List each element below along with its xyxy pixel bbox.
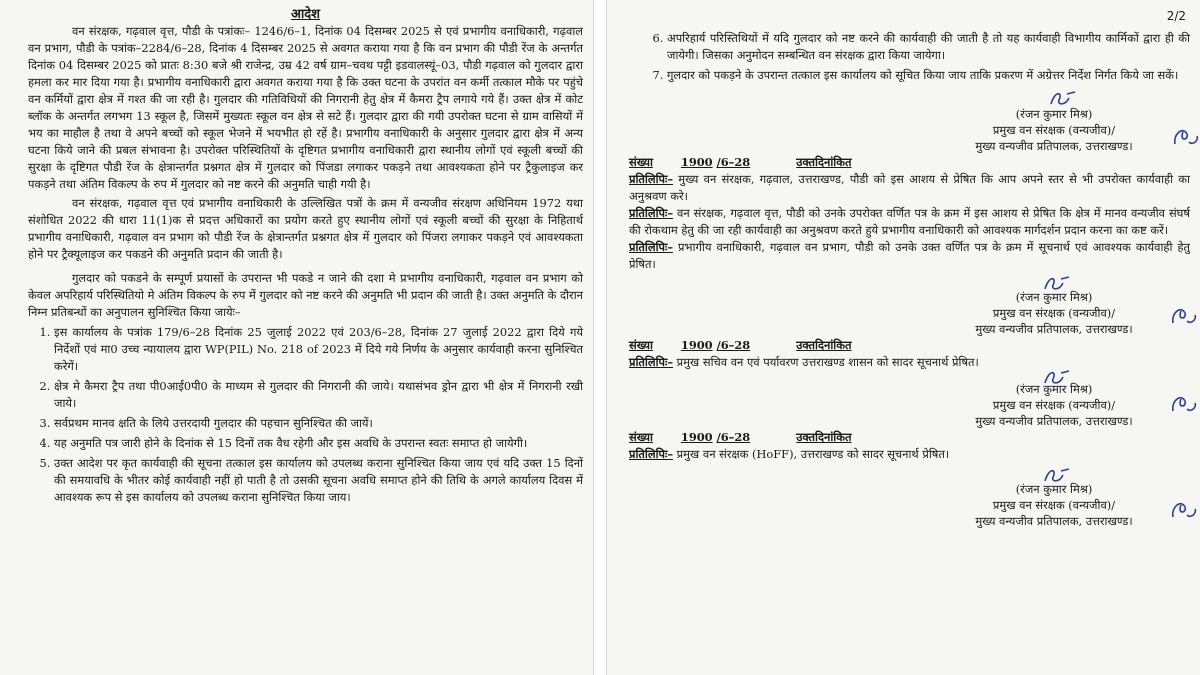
copy-text: प्रमुख वन संरक्षक (HoFF), उत्तराखण्ड को सादर सूचनार्थ प्रेषित।	[676, 447, 950, 461]
signatory-name: (रंजन कुमार मिश्र)	[1015, 107, 1093, 121]
copy-label: प्रतिलिपिः–	[629, 172, 674, 186]
copy-text: मुख्य वन संरक्षक, गढ़वाल, उत्तराखण्ड, पौडी को इस आशय से प्रेषित कि आप अपने स्तर से भी उपरोक्त कार्यवाही का अनुश्रवण करे।	[629, 172, 1191, 203]
intro-paragraph: वन संरक्षक, गढ़वाल वृत्त, पौडी के पत्रांकः– 1246/6–1, दिनांक 04 दिसम्बर 2025 से एवं प्रभागीय वनाधिकारी, गढ़वाल वन प्रभाग, पौडी के पत्रांक–2284/6–28, दिनांक 4 दिसम्बर 2025 से अवगत कराया गया है कि वन प्रभाग की पौडी रेंज के अन्तर्गत दिनांक 04 दिसम्बर 2025 को प्रातः 8:30 बजे श्री राजेन्द्र, उम्र 42 वर्ष ग्राम–चवथ पट्टी इडवालस्यूं–03, पौडी गढ़वाल को गुलदार द्वारा हमला कर मार दिया गया है। प्रभागीय वनाधिकारी द्वारा अवगत कराया गया है कि उक्त घटना के उपरांत वन कर्मी तत्काल मौके पर पहुंचे वन कर्मियों द्वारा क्षेत्र में गश्त की जा रही है। गुलदार की गतिविधियों की निगरानी हेतु क्षेत्र में कैमरा ट्रैप लगाये गये हैं। उक्त क्षेत्र में कोट ब्लॉक के अन्तर्गत लगभग 13 स्कूल है, जिसमें मुख्यतः स्कूल वन क्षेत्र से सटे हैं। गुलदार द्वारा की गयी उपरोक्त घटना से ग्राम वासियों में भय का माहौल है तथा वे अपने बच्चों को स्कूल भेजने में भयभीत हो रहें है। प्रभागीय वनाधिकारी के अनुसार गुलदार द्वारा क्षेत्र में अन्य घटना किये जाने की प्रबल संभावना है। उपरोक्त परिस्थितियों के दृष्टिगत प्रभागीय वनाधिकारी द्वारा स्थानीय लोगों एवं स्कूली बच्चों की सुरक्षा के दृष्टिगत पौडी रेंज के क्षेत्रान्तर्गत प्रश्नगत क्षेत्र में गुलदार को पिंजडा लगाकर पकड़ने तथा आवश्यकता होने पर ट्रैकुलाइज कर पकड़ने तथा अंतिम विकल्प के रुप में गुलदार को नष्ट करने की अनुमति चाही गयी है।	[28, 24, 583, 191]
copy-entry	[629, 239, 1190, 273]
signature-mark	[1041, 273, 1073, 297]
signatory-name: (रंजन कुमार मिश्र)	[1015, 482, 1093, 496]
condition-item: 7. गुलदार को पकड़ने के उपरान्त तत्काल इस कार्यालय को सूचित किया जाय ताकि प्रकरण में अग्रेत्तर निर्देश निर्गत किये जा सकें।	[667, 67, 1190, 84]
reference-line	[629, 337, 1190, 354]
copy-text: प्रभागीय वनाधिकारी, गढ़वाल वन प्रभाग, पौडी को उनके उक्त वर्णित पत्र के क्रम में सूचनार्थ एवं आवश्यक कार्यवाही हेतु प्रेषित।	[629, 240, 1190, 271]
condition-item: 6. अपरिहार्य परिस्तिथियों में यदि गुलदार को नष्ट करने की कार्यवाही की जाती है तो यह कार्यवाही विभागीय कार्मिकों द्वारा ही की जायेगी। जिसका अनुमोदन सम्बन्धित वन संरक्षक द्वारा किया जायेगा।	[667, 30, 1190, 64]
reference-line	[629, 154, 1190, 171]
reference-label: संख्या	[629, 430, 653, 444]
signature-block	[929, 102, 1179, 154]
signatory-designation: प्रमुख वन संरक्षक (वन्यजीव)/	[992, 123, 1116, 137]
reference-line	[629, 429, 1190, 446]
signature-mark	[1041, 465, 1073, 489]
copy-entry	[629, 354, 1190, 371]
signature-mark	[1041, 367, 1073, 391]
signature-block	[929, 477, 1179, 529]
copy-entry	[629, 205, 1190, 239]
signatory-designation: प्रमुख वन संरक्षक (वन्यजीव)/	[992, 306, 1116, 320]
initials-mark	[1169, 124, 1200, 150]
reference-file: /6–28	[716, 155, 751, 169]
initials-mark	[1167, 497, 1200, 523]
signatory-designation: मुख्य वन्यजीव प्रतिपालक, उत्तराखण्ड।	[975, 514, 1133, 528]
conditions-list	[28, 324, 583, 506]
copy-label: प्रतिलिपिः–	[629, 206, 674, 220]
signatory-designation: मुख्य वन्यजीव प्रतिपालक, उत्तराखण्ड।	[975, 414, 1133, 428]
order-title: आदेश	[290, 7, 321, 22]
page-1	[0, 0, 594, 675]
signatory-designation: प्रमुख वन संरक्षक (वन्यजीव)/	[992, 398, 1116, 412]
page-number: 2/2	[1166, 9, 1186, 23]
reference-number: 1900	[680, 430, 713, 444]
condition-item: 2. क्षेत्र मे कैमरा ट्रैप तथा पी0आई0पी0 के माध्यम से गुलदार की निगरानी की जाये। यथासंभव ड्रोन द्वारा भी क्षेत्र में निगरानी रखी जाये।	[54, 378, 583, 412]
conditions-paragraph: गुलदार को पकडने के सम्पूर्ण प्रयासों के उपरान्त भी पकडे न जाने की दशा मे प्रभागीय वनाधिकारी, गढ़वाल वन प्रभाग को केवल अपरिहार्य परिस्थितियो मे अंतिम विकल्प के रुप में गुलदार को नष्ट करने की अनुमति भी प्रदान की जाती है। उक्त अनुमति के दौरान निम्न प्रतिबन्धों का अनुपालन सुनिश्चित किया जायेः–	[28, 271, 583, 319]
signature-block	[929, 285, 1179, 337]
condition-item: 3. सर्वप्रथम मानव क्षति के लिये उत्तरदायी गुलदार की पहचान सुनिश्चित की जायें।	[54, 415, 583, 432]
conditions-list-continued	[629, 30, 1190, 84]
copy-label: प्रतिलिपिः–	[629, 240, 674, 254]
signatory-name: (रंजन कुमार मिश्र)	[1015, 382, 1093, 396]
initials-mark	[1167, 303, 1200, 329]
condition-item: 4. यह अनुमति पत्र जारी होने के दिनांक से 15 दिनों तक वैध रहेगी और इस अवधि के उपरान्त स्वतः समाप्त हो जायेगी।	[54, 435, 583, 452]
reference-file: /6–28	[716, 430, 751, 444]
copy-text: प्रमुख सचिव वन एवं पर्यावरण उत्तराखण्ड शासन को सादर सूचनार्थ प्रेषित।	[676, 355, 979, 369]
signature-block	[929, 377, 1179, 429]
reference-number: 1900	[680, 338, 713, 352]
reference-date: उक्तदिनांकित	[796, 155, 852, 169]
authorization-paragraph: वन संरक्षक, गढ़वाल वृत्त एवं प्रभागीय वनाधिकारी के उल्लिखित पत्रों के क्रम में वन्यजीव संरक्षण अधिनियम 1972 यथा संशोधित 2022 की धारा 11(1)क से प्रदत्त अधिकारों का प्रयोग करते हुए स्थानीय लोगों एवं स्कूली बच्चों की सुरक्षा के निहितार्थ प्रभागीय वनाधिकारी, गढ़वाल वन प्रभाग को पौडी रेंज के क्षेत्रान्तर्गत प्रश्नगत क्षेत्र में गुलदार को पिंजरा लगाकर पकड़ने एवं आवश्यकता होने पर ट्रैक्यूलाइज कर पकडने की अनुमति प्रदान की जाती है।	[28, 196, 583, 261]
signatory-designation: प्रमुख वन संरक्षक (वन्यजीव)/	[992, 498, 1116, 512]
copy-label: प्रतिलिपिः–	[629, 447, 674, 461]
condition-item: 5. उक्त आदेश पर कृत कार्यवाही की सूचना तत्काल इस कार्यालय को उपलब्ध कराना सुनिश्चित किया जाय एवं यदि उक्त 15 दिनों की समयावधि के भीतर कोई कार्यवाही नहीं हो पाती है तो उसकी सूचना अवधि समाप्त होने की तिथि के अगले कार्यालय दिवस में आवश्यक रूप से इस कार्यालय को उपलब्ध कराना सुनिश्चित किया जाय।	[54, 455, 583, 506]
signatory-designation: मुख्य वन्यजीव प्रतिपालक, उत्तराखण्ड।	[975, 139, 1133, 153]
reference-label: संख्या	[629, 155, 653, 169]
reference-label: संख्या	[629, 338, 653, 352]
copy-entry	[629, 446, 1190, 463]
reference-file: /6–28	[716, 338, 751, 352]
page-gutter	[594, 0, 606, 675]
reference-date: उक्तदिनांकित	[796, 430, 852, 444]
copy-text: वन संरक्षक, गढ़वाल वृत्त, पौडी को उनके उपरोक्त वर्णित पत्र के क्रम में इस आशय से प्रेषित कि क्षेत्र में मानव वन्यजीव संघर्ष की रोकथाम हेतु की जा रही कार्यवाही का अनुश्रवण करते हुये प्रभागीय वनाधिकारी को आवश्यक मार्गदर्शन प्रदान करना का कष्ट करें।	[629, 206, 1190, 237]
copy-entry	[629, 171, 1190, 205]
signatory-designation: मुख्य वन्यजीव प्रतिपालक, उत्तराखण्ड।	[975, 322, 1133, 336]
page-2	[606, 0, 1200, 675]
reference-number: 1900	[680, 155, 713, 169]
signature-mark	[1047, 88, 1079, 112]
signatory-name: (रंजन कुमार मिश्र)	[1015, 290, 1093, 304]
reference-date: उक्तदिनांकित	[796, 338, 852, 352]
initials-mark	[1167, 391, 1200, 417]
copy-label: प्रतिलिपिः–	[629, 355, 674, 369]
condition-item: 1. इस कार्यालय के पत्रांक 179/6–28 दिनांक 25 जुलाई 2022 एवं 203/6–28, दिनांक 27 जुलाई 2022 द्वारा दिये गये निर्देशों एवं मा0 उच्च न्यायालय द्वारा WP(PIL) No. 218 of 2023 में दिये गये निर्णय के अनुसार कार्यवाही करना सुनिश्चित करेगें।	[54, 324, 583, 375]
